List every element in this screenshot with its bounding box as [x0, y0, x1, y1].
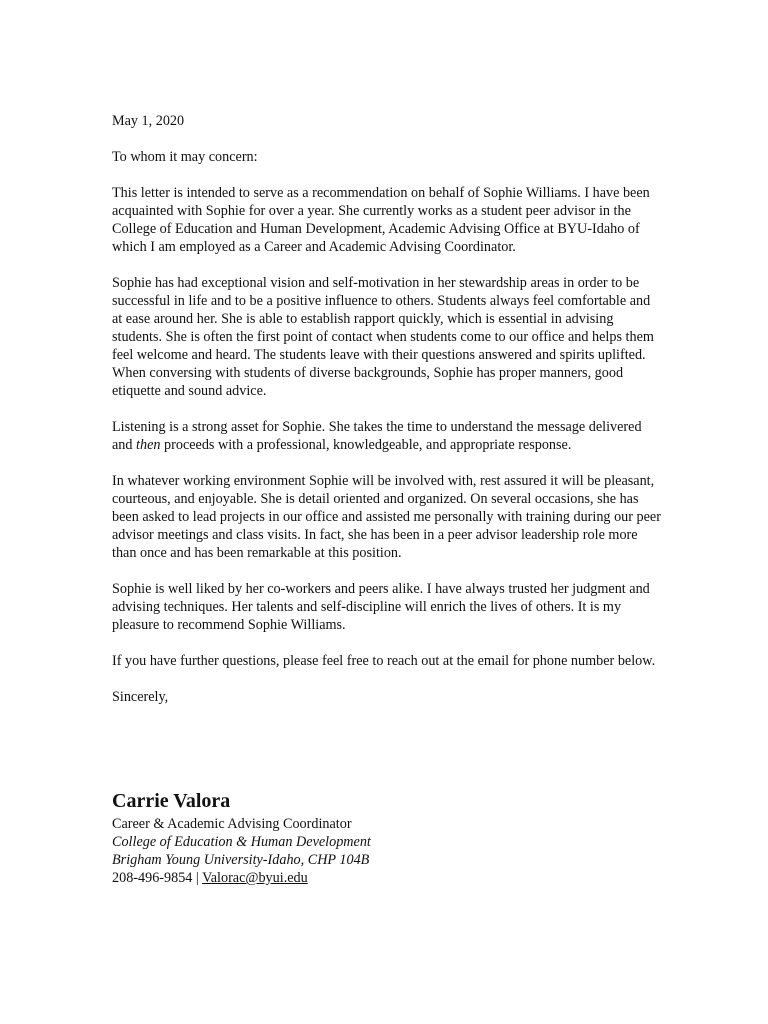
paragraph-recommendation: Sophie is well liked by her co-workers and peers alike. I have always trusted her judgment and advising techniques. Her talents and self-discipline will enrich the lives of others. It is my pleasure to recommend Sophie Williams. [112, 581, 650, 633]
signer-contact [112, 869, 672, 887]
signer-name: Carrie Valora [112, 790, 231, 812]
letter-body [112, 112, 662, 724]
paragraph-qualities: Sophie has had exceptional vision and self-motivation in her stewardship areas in order to be successful in life and to be a positive influence to others. Students always feel comfortable and at ease around her. She is able to establish rapport quickly, which is essential in advising students. She is often the first point of contact when students come to our office and helps them feel welcome and heard. The students leave with their questions answered and spirits uplifted. When conversing with students of diverse backgrounds, Sophie has proper manners, good etiquette and sound advice. [112, 275, 654, 399]
signer-email-link[interactable]: Valorac@byui.edu [202, 870, 308, 886]
listening-text-start: Listening is a strong asset for Sophie. She takes the time to understand the message delivered and [112, 419, 642, 453]
paragraph-work-environment: In whatever working environment Sophie will be involved with, rest assured it will be pleasant, courteous, and enjoyable. She is detail oriented and organized. On several occasions, she has been asked to lead projects in our office and assisted me personally with training during our peer advisor meetings and class visits. In fact, she has been in a peer advisor leadership role more than once and has been remarkable at this position. [112, 473, 661, 561]
listening-text-end: proceeds with a professional, knowledgeable, and appropriate response. [160, 437, 572, 453]
signature-block [112, 789, 672, 887]
paragraph-contact: If you have further questions, please feel free to reach out at the email for phone number below. [112, 653, 656, 669]
paragraph-listening [112, 418, 662, 454]
signer-phone: 208-496-9854 | [112, 870, 203, 886]
salutation: To whom it may concern: [112, 149, 258, 165]
signer-university: Brigham Young University-Idaho, CHP 104B [112, 852, 370, 868]
paragraph-intro: This letter is intended to serve as a recommendation on behalf of Sophie Williams. I have been acquainted with Sophie for over a year. She currently works as a student peer advisor in the College of Education and Human Development, Academic Advising Office at BYU-Idaho of which I am employed as a Career and Academic Advising Coordinator. [112, 185, 650, 255]
signer-college: College of Education & Human Development [112, 834, 371, 850]
closing: Sincerely, [112, 689, 169, 705]
listening-text-emphasis: then [136, 437, 161, 453]
signer-title: Career & Academic Advising Coordinator [112, 816, 352, 832]
letter-date: May 1, 2020 [112, 113, 185, 129]
